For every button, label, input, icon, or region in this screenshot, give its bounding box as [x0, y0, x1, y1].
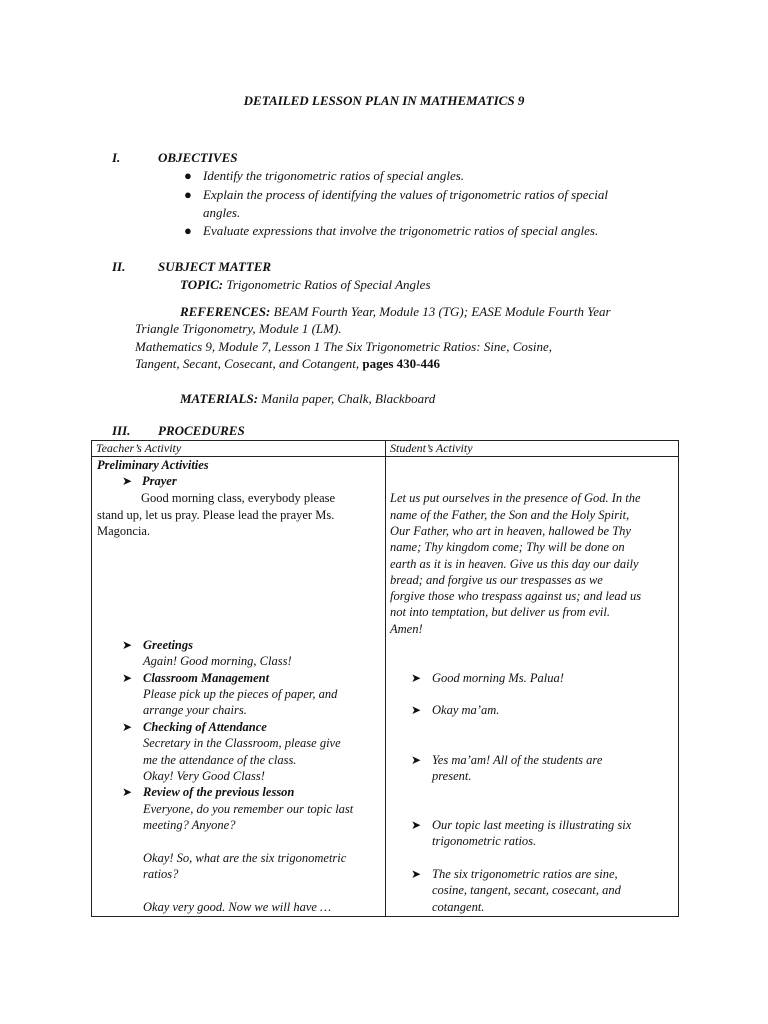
student-prayer-line: Amen! — [390, 622, 423, 636]
student-attendance-reply: Yes ma’am! All of the students are — [432, 753, 603, 767]
classroom-management-line: arrange your chairs. — [143, 703, 247, 717]
topic-label: TOPIC: — [180, 277, 224, 292]
prayer-instruction: Magoncia. — [97, 524, 151, 538]
arrowhead-bullet-icon: ➤ — [122, 671, 133, 685]
arrowhead-bullet-icon: ➤ — [411, 671, 422, 685]
student-review-reply: Our topic last meeting is illustrating six — [432, 818, 632, 832]
prayer-instruction: Good morning class, everybody please — [141, 491, 336, 505]
attendance-line: me the attendance of the class. — [143, 753, 297, 767]
student-prayer-line: name of the Father, the Son and the Holy Spirit, — [390, 508, 630, 522]
section-numeral-objectives: I. — [112, 150, 121, 165]
bullet-dot-icon: ● — [184, 223, 192, 238]
classroom-management-line: Please pick up the pieces of paper, and — [143, 687, 338, 701]
preliminary-activities-heading: Preliminary Activities — [97, 458, 209, 472]
student-attendance-reply: present. — [432, 769, 472, 783]
student-prayer-line: name; Thy kingdom come; Thy will be done on — [390, 540, 625, 554]
student-ratios-reply: cotangent. — [432, 900, 485, 914]
topic-line — [180, 277, 431, 293]
references-value: BEAM Fourth Year, Module 13 (TG); EASE Module Fourth Year — [273, 304, 611, 319]
column-header-student: Student’s Activity — [386, 441, 679, 457]
section-numeral-procedures: III. — [112, 423, 131, 438]
review-heading: Review of the previous lesson — [143, 785, 295, 799]
student-prayer-line: not into temptation, but deliver us from evil. — [390, 605, 610, 619]
arrowhead-bullet-icon: ➤ — [122, 474, 133, 488]
materials-label: MATERIALS: — [180, 391, 259, 406]
topic-value: Trigonometric Ratios of Special Angles — [226, 277, 431, 292]
prayer-instruction: stand up, let us pray. Please lead the prayer Ms. — [97, 508, 335, 522]
materials-line — [180, 391, 435, 407]
review-line: Okay very good. Now we will have … — [143, 900, 332, 914]
student-prayer-line: forgive those who trespass against us; and lead us — [390, 589, 642, 603]
arrowhead-bullet-icon: ➤ — [411, 703, 422, 717]
references-pages: pages 430-446 — [362, 356, 441, 371]
arrowhead-bullet-icon: ➤ — [411, 818, 422, 832]
arrowhead-bullet-icon: ➤ — [411, 867, 422, 881]
classroom-management-heading: Classroom Management — [143, 671, 270, 685]
review-line: meeting? Anyone? — [143, 818, 236, 832]
arrowhead-bullet-icon: ➤ — [122, 638, 133, 652]
column-header-teacher: Teacher’s Activity — [92, 441, 386, 457]
bullet-dot-icon: ● — [184, 168, 192, 183]
review-line: Everyone, do you remember our topic last — [143, 802, 354, 816]
objective-item: Explain the process of identifying the values of trigonometric ratios of special — [203, 187, 608, 202]
student-ratios-reply: The six trigonometric ratios are sine, — [432, 867, 618, 881]
objective-item-continued: angles. — [203, 205, 241, 220]
student-activity-cell — [386, 457, 679, 917]
references-label: REFERENCES: — [180, 304, 271, 319]
greetings-line: Again! Good morning, Class! — [143, 654, 292, 668]
prayer-heading: Prayer — [142, 474, 177, 488]
bullet-dot-icon: ● — [184, 187, 192, 202]
section-heading-objectives: OBJECTIVES — [158, 150, 238, 165]
attendance-line: Okay! Very Good Class! — [143, 769, 265, 783]
student-prayer-line: Let us put ourselves in the presence of God. In the — [390, 491, 641, 505]
greetings-heading: Greetings — [143, 638, 193, 652]
references-text: Tangent, Secant, Cosecant, and Cotangent, — [135, 356, 360, 371]
section-heading-procedures: PROCEDURES — [158, 423, 245, 438]
section-numeral-subject-matter: II. — [112, 259, 126, 274]
procedures-table — [91, 440, 679, 917]
student-ratios-reply: cosine, tangent, secant, cosecant, and — [432, 883, 621, 897]
arrowhead-bullet-icon: ➤ — [122, 720, 133, 734]
student-review-reply: trigonometric ratios. — [432, 834, 537, 848]
document-title: DETAILED LESSON PLAN IN MATHEMATICS 9 — [243, 93, 525, 108]
review-line: Okay! So, what are the six trigonometric — [143, 851, 347, 865]
references-continued — [135, 356, 440, 372]
objective-item: Identify the trigonometric ratios of special angles. — [203, 168, 465, 183]
references-continued: Triangle Trigonometry, Module 1 (LM). — [135, 321, 342, 336]
objective-item: Evaluate expressions that involve the trigonometric ratios of special angles. — [203, 223, 599, 238]
references-continued: Mathematics 9, Module 7, Lesson 1 The Six Trigonometric Ratios: Sine, Cosine, — [135, 339, 553, 354]
attendance-heading: Checking of Attendance — [143, 720, 267, 734]
student-prayer-line: Our Father, who art in heaven, hallowed be Thy — [390, 524, 631, 538]
student-prayer-line: earth as it is in heaven. Give us this day our daily — [390, 557, 639, 571]
references-line — [180, 304, 611, 320]
student-okay-reply: Okay ma’am. — [432, 703, 500, 717]
student-prayer-line: bread; and forgive us our trespasses as we — [390, 573, 603, 587]
materials-value: Manila paper, Chalk, Blackboard — [261, 391, 436, 406]
attendance-line: Secretary in the Classroom, please give — [143, 736, 341, 750]
arrowhead-bullet-icon: ➤ — [122, 785, 133, 799]
teacher-activity-cell — [92, 457, 386, 917]
review-line: ratios? — [143, 867, 179, 881]
student-greeting-reply: Good morning Ms. Palua! — [432, 671, 564, 685]
section-heading-subject-matter: SUBJECT MATTER — [158, 259, 272, 274]
arrowhead-bullet-icon: ➤ — [411, 753, 422, 767]
